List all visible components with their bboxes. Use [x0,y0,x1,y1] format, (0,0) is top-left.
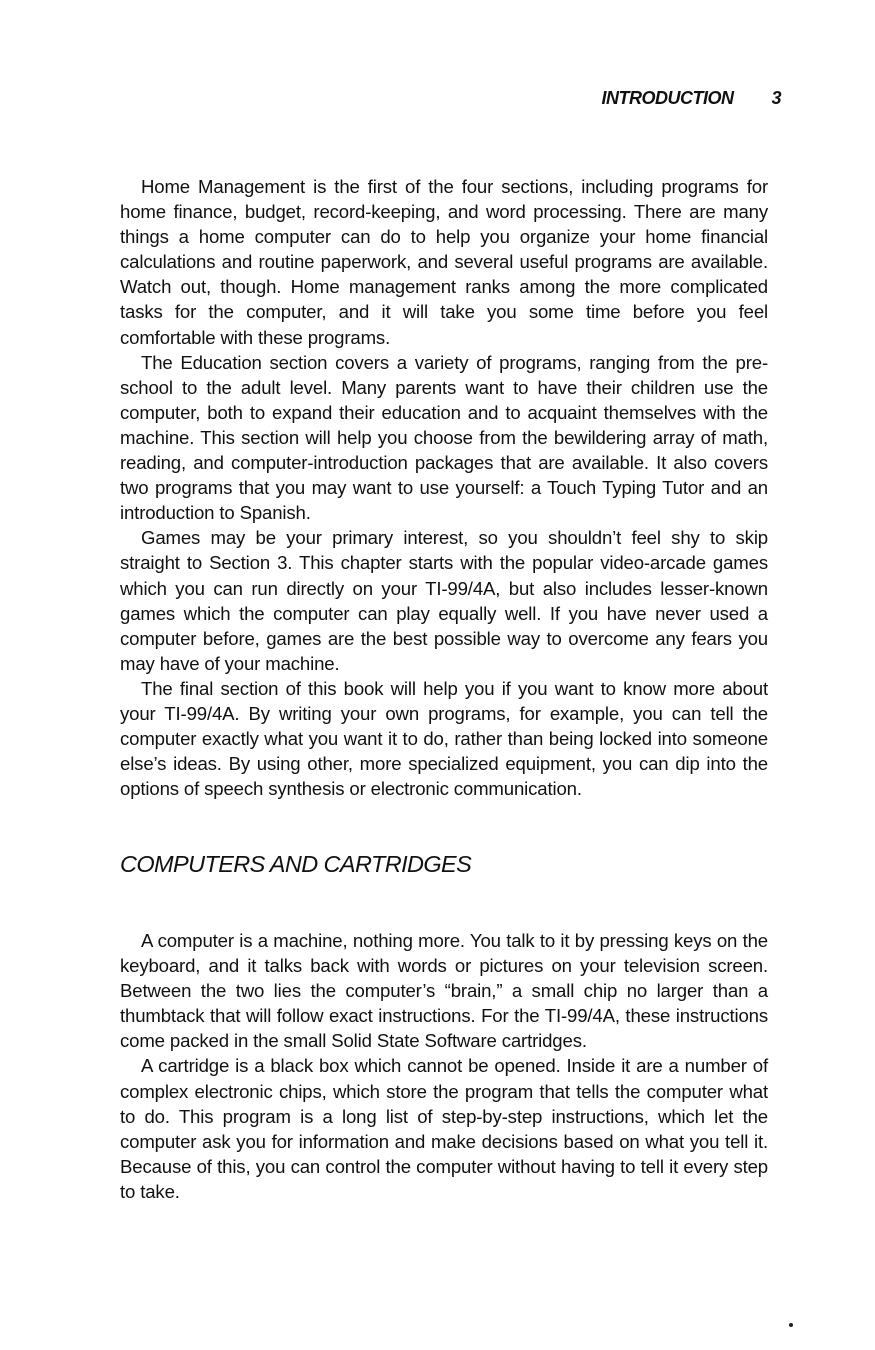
paragraph-computer: A computer is a machine, nothing more. You talk to it by pressing keys on the keyboard, and it talks back with words or pictures on your television screen. Between the two lies the computer’s “brain,” a small chip no larger than a thumbtack that will follow exact instructions. For the TI-99/4A, these instructions come packed in the small Solid State Software cartridges. [120,930,768,1052]
section-text-block [120,928,768,1204]
running-title: INTRODUCTION [601,88,734,108]
intro-text-block [120,174,768,801]
paragraph-final-section: The final section of this book will help you if you want to know more about your TI-99/4A. By writing your own programs, for example, you can tell the computer exactly what you want it to do, rather than being locked into someone else’s ideas. By using other, more specialized equipment, you can dip into the options of speech synthesis or electronic communication. [120,677,768,800]
paragraph-games: Games may be your primary interest, so you shouldn’t feel shy to skip straight to Section 3. This chapter starts with the popular video-arcade games which you can run directly on your TI-99/4A, but also includes lesser-known games which the computer can play equally well. If you have never used a computer before, games are the best possible way to overcome any fears you may have of your machine. [120,527,768,674]
section-heading: COMPUTERS AND CARTRIDGES [120,851,472,877]
paragraph-home-management: Home Management is the first of the four sections, including programs for home finance, budget, record-keeping, and word processing. There are many things a home computer can do to help you organize your home financial calculations and routine paperwork, and several useful programs are available. Watch out, though. Home management ranks among the more complicated tasks for the computer, and it will take you some time before you feel comfortable with these programs. [120,176,768,348]
running-head [601,88,781,109]
stray-mark [789,1323,793,1327]
paragraph-education: The Education section covers a variety of programs, ranging from the pre-school to the adult level. Many parents want to have their children use the computer, both to expand their education and to acquaint themselves with the machine. This section will help you choose from the bewildering array of math, reading, and computer-introduction packages that are available. It also covers two programs that you may want to use yourself: a Touch Typing Tutor and an introduction to Spanish. [120,351,768,524]
page-number: 3 [771,88,781,108]
paragraph-cartridge: A cartridge is a black box which cannot be opened. Inside it are a number of complex electronic chips, which store the program that tells the computer what to do. This program is a long list of step-by-step instructions, which let the computer ask you for information and make decisions based on what you tell it. Because of this, you can control the computer without having to tell it every step to take. [120,1055,768,1202]
